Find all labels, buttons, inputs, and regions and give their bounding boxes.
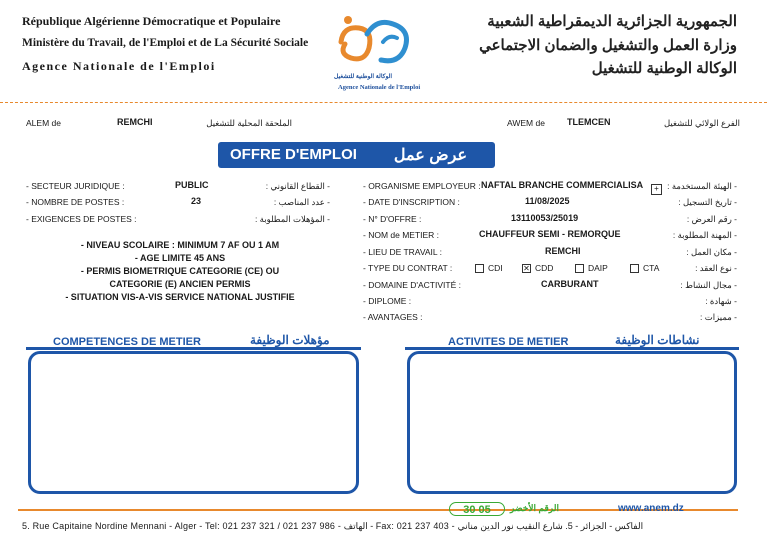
avantages-label: - AVANTAGES :	[363, 312, 423, 322]
header-ministry-fr: Ministère du Travail, de l'Emploi et de La Sécurité Sociale	[22, 37, 309, 49]
contrat-cdd-label: CDD	[535, 263, 554, 273]
activites-title-ar: نشاطات الوظيفة	[615, 333, 700, 347]
domaine-label-ar: - مجال النشاط :	[680, 280, 737, 290]
website-link[interactable]: www.anem.dz	[618, 503, 684, 514]
date-value: 11/08/2025	[525, 196, 570, 206]
contrat-daip-checkbox[interactable]	[575, 264, 584, 273]
alem-value: REMCHI	[117, 117, 153, 127]
lieu-value: REMCHI	[545, 246, 581, 256]
expand-icon[interactable]: +	[651, 184, 662, 195]
anem-logo-icon	[333, 12, 423, 72]
requirement-line: - PERMIS BIOMETRIQUE CATEGORIE (CE) OU	[80, 266, 280, 276]
alem-label-ar: الملحقة المحلية للتشغيل	[206, 118, 292, 128]
logo-caption-fr: Agence Nationale de l'Emploi	[338, 84, 421, 91]
secteur-label: - SECTEUR JURIDIQUE :	[26, 181, 125, 191]
anem-logo	[333, 12, 423, 72]
awem-label-ar: الفرع الولائي للتشغيل	[663, 118, 740, 128]
avantages-label-ar: - مميزات :	[699, 312, 737, 322]
competences-title-ar: مؤهلات الوظيفة	[250, 333, 330, 347]
lieu-label-ar: - مكان العمل :	[686, 247, 737, 257]
offre-label: - N° D'OFFRE :	[363, 214, 422, 224]
phone-number: 30 05	[463, 504, 491, 516]
diplome-label: - DIPLOME :	[363, 296, 412, 306]
date-label-ar: - تاريخ التسجيل :	[678, 197, 737, 207]
secteur-label-ar: - القطاع القانوني :	[265, 181, 330, 191]
exigences-label-ar: - المؤهلات المطلوبة :	[254, 214, 330, 224]
contrat-label-ar: - نوع العقد :	[695, 263, 737, 273]
header-republic-ar: الجمهورية الجزائرية الديمقراطية الشعبية	[487, 13, 737, 30]
contrat-cdi-checkbox[interactable]	[475, 264, 484, 273]
footer-address: 5. Rue Capitaine Nordine Mennani - Alger - Tel: 021 237 321 / 021 237 986 - الهاتف - Fax: 021 237 403 - الفاكس - الجزائر - 5. شارع النقيب نور الدين مناني	[22, 521, 644, 531]
competences-panel[interactable]	[28, 351, 359, 494]
requirement-line: - AGE LIMITE 45 ANS	[134, 253, 226, 263]
organisme-label-ar: - الهيئة المستخدمة :	[667, 181, 737, 191]
metier-label-ar: - المهنة المطلوبة :	[672, 230, 737, 240]
green-number-badge	[449, 502, 505, 516]
postes-label-ar: - عدد المناصب :	[273, 197, 330, 207]
activites-panel[interactable]	[407, 351, 737, 494]
requirement-line: CATEGORIE (E) ANCIEN PERMIS	[109, 279, 251, 289]
header-agency-fr: Agence Nationale de l'Emploi	[22, 59, 216, 73]
offer-banner	[218, 142, 495, 168]
contrat-cta-checkbox[interactable]	[630, 264, 639, 273]
header-agency-ar: الوكالة الوطنية للتشغيل	[591, 60, 737, 77]
contrat-cdi-label: CDI	[488, 263, 503, 273]
organisme-label: - ORGANISME EMPLOYEUR :	[363, 181, 481, 191]
alem-label: ALEM de	[26, 118, 61, 128]
postes-value: 23	[191, 196, 202, 206]
green-number-label-ar: الرقم الأخضر	[510, 503, 559, 513]
offre-label-ar: - رقم العرض :	[686, 214, 737, 224]
date-label: - DATE D'INSCRIPTION :	[363, 197, 460, 207]
header-ministry-ar: وزارة العمل والتشغيل والضمان الاجتماعي	[479, 37, 737, 54]
requirement-line: - SITUATION VIS-A-VIS SERVICE NATIONAL JUSTIFIE	[65, 292, 295, 302]
domaine-label: - DOMAINE D'ACTIVITÉ :	[363, 280, 461, 290]
metier-value: CHAUFFEUR SEMI - REMORQUE	[479, 229, 621, 239]
competences-title-fr: COMPETENCES DE METIER	[53, 336, 201, 348]
awem-label: AWEM de	[507, 118, 545, 128]
contrat-cdd-checkbox[interactable]: ✕	[523, 264, 530, 273]
secteur-value: PUBLIC	[175, 180, 209, 190]
contrat-cta-label: CTA	[643, 263, 660, 273]
banner-title-fr: OFFRE D'EMPLOI	[230, 146, 357, 163]
logo-caption-ar: الوكالة الوطنية للتشغيل	[334, 74, 393, 80]
contrat-label: - TYPE DU CONTRAT :	[363, 263, 453, 273]
offre-value: 13110053/25019	[511, 213, 579, 223]
organisme-value: NAFTAL BRANCHE COMMERCIALISA	[481, 180, 644, 190]
requirement-line: - NIVEAU SCOLAIRE : MINIMUM 7 AF OU 1 AM	[80, 240, 280, 250]
domaine-value: CARBURANT	[541, 279, 599, 289]
awem-value: TLEMCEN	[567, 117, 611, 127]
header-separator	[0, 102, 767, 103]
lieu-label: - LIEU DE TRAVAIL :	[363, 247, 443, 257]
diplome-label-ar: - شهادة :	[705, 296, 737, 306]
activites-title-fr: ACTIVITES DE METIER	[448, 336, 569, 348]
postes-label: - NOMBRE DE POSTES :	[26, 197, 125, 207]
header-republic-fr: République Algérienne Démocratique et Populaire	[22, 14, 281, 28]
banner-title-ar: عرض عمل	[393, 147, 467, 164]
exigences-label: - EXIGENCES DE POSTES :	[26, 214, 137, 224]
metier-label: - NOM de METIER :	[363, 230, 440, 240]
contrat-daip-label: DAIP	[588, 263, 608, 273]
